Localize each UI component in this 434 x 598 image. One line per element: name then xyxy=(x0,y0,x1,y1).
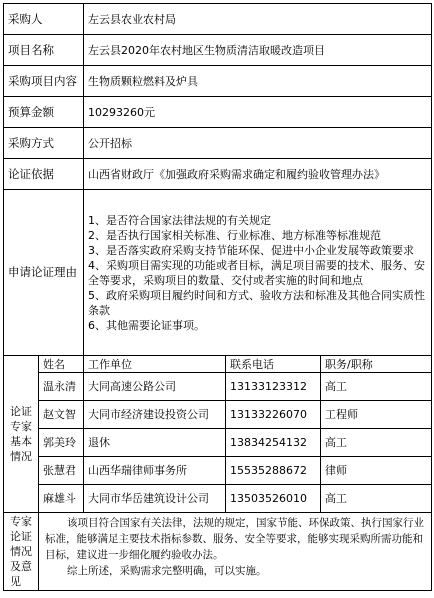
expert-unit: 大同市华岳建筑设计公司 xyxy=(84,485,226,513)
purchaser-label: 采购人 xyxy=(4,4,84,35)
opinion-text: 该项目符合国家有关法律，法规的规定，国家节能、环保政策、执行国家行业标准，能够满足主要技术指标参数、服务、安全等要求，能够实现采购所需功能和目标，建议进一步细化履约验收办法。 xyxy=(45,517,424,561)
expert-name: 张慧君 xyxy=(39,457,84,485)
expert-name: 赵文智 xyxy=(39,401,84,429)
content-row xyxy=(4,66,432,97)
opinion-body xyxy=(39,513,432,591)
reasons-label: 申请论证理由 xyxy=(4,190,84,356)
expert-phone: 13503526010 xyxy=(226,485,321,513)
opinion-conclusion: 综上所述，采购需求完整明确，可以实施。 xyxy=(67,565,267,577)
review-form-table xyxy=(3,3,432,591)
expert-title: 高工 xyxy=(321,429,432,457)
expert-phone: 13133226070 xyxy=(226,401,321,429)
budget-label: 预算金额 xyxy=(4,97,84,128)
expert-row xyxy=(4,485,432,513)
project-name-row xyxy=(4,35,432,66)
expert-phone: 15535288672 xyxy=(226,457,321,485)
opinion-label: 专家论证情况及意见 xyxy=(4,513,39,591)
budget-row xyxy=(4,97,432,128)
expert-unit: 大同市经济建设投资公司 xyxy=(84,401,226,429)
purchaser-row xyxy=(4,4,432,35)
reason-item: 2、是否执行国家相关标准、行业标准、地方标准等标准规范 xyxy=(88,228,381,242)
experts-header-unit: 工作单位 xyxy=(84,356,226,373)
content-label: 采购项目内容 xyxy=(4,66,84,97)
expert-name: 温永清 xyxy=(39,373,84,401)
opinion-row xyxy=(4,513,432,591)
expert-row xyxy=(4,457,432,485)
expert-title: 高工 xyxy=(321,373,432,401)
expert-unit: 大同高速公路公司 xyxy=(84,373,226,401)
experts-header-name: 姓名 xyxy=(39,356,84,373)
reason-item: 3、是否落实政府采购支持节能环保、促进中小企业发展等政策要求 xyxy=(88,243,414,257)
basis-row xyxy=(4,159,432,190)
experts-header-title: 职务/职称 xyxy=(321,356,432,373)
content-value: 生物质颗粒燃料及炉具 xyxy=(84,66,432,97)
basis-label: 论证依据 xyxy=(4,159,84,190)
project-name-label: 项目名称 xyxy=(4,35,84,66)
method-value: 公开招标 xyxy=(84,128,432,159)
reasons-list xyxy=(84,190,432,356)
reason-item: 6、其他需要论证事项。 xyxy=(88,318,205,332)
budget-value: 10293260元 xyxy=(84,97,432,128)
project-name-value: 左云县2020年农村地区生物质清洁取暖改造项目 xyxy=(84,35,432,66)
expert-phone: 13133123312 xyxy=(226,373,321,401)
expert-row xyxy=(4,401,432,429)
experts-header-phone: 联系电话 xyxy=(226,356,321,373)
expert-unit: 退休 xyxy=(84,429,226,457)
expert-name: 麻雄斗 xyxy=(39,485,84,513)
method-label: 采购方式 xyxy=(4,128,84,159)
expert-name: 郭美玲 xyxy=(39,429,84,457)
purchaser-value: 左云县农业农村局 xyxy=(84,4,432,35)
expert-title: 律师 xyxy=(321,457,432,485)
expert-title: 高工 xyxy=(321,485,432,513)
reason-item: 5、政府采购项目履约时间和方式、验收方法和标准及其他合同实质性条款 xyxy=(88,288,425,317)
reason-item: 1、是否符合国家法律法规的有关规定 xyxy=(88,213,271,227)
expert-row xyxy=(4,373,432,401)
expert-row xyxy=(4,429,432,457)
method-row xyxy=(4,128,432,159)
expert-phone: 13834254132 xyxy=(226,429,321,457)
reason-item: 4、采购项目需实现的功能或者目标，满足项目需要的技术、服务、安全等要求，采购项目的数量、交付或者实施的时间和地点 xyxy=(88,258,425,287)
experts-header-row xyxy=(4,356,432,373)
reasons-row xyxy=(4,190,432,356)
experts-label: 论证专家基本情况 xyxy=(4,356,39,513)
expert-title: 工程师 xyxy=(321,401,432,429)
expert-unit: 山西华瑞律师事务所 xyxy=(84,457,226,485)
basis-value: 山西省财政厅《加强政府采购需求确定和履约验收管理办法》 xyxy=(84,159,432,190)
